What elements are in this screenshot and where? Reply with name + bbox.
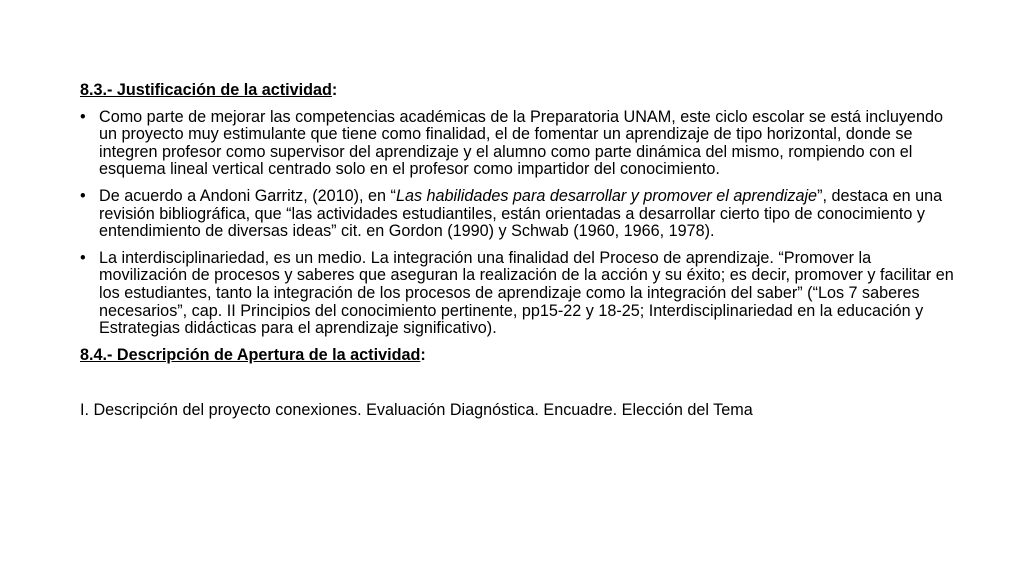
section-heading-apertura-text: 8.4.- Descripción de Apertura de la actividad [80, 345, 421, 364]
slide-content [80, 82, 960, 420]
section-heading-justificacion-colon: : [331, 81, 338, 99]
section-heading-apertura-colon: : [420, 345, 426, 364]
bullet-item-interdisciplinariedad [80, 250, 960, 338]
bullet-text-interdisciplinariedad: La interdisciplinariedad, es un medio. La integración una finalidad del Proceso de aprendizaje. “Promover la movilización de procesos y saberes que aseguran la realización de la acción y su éxito; es decir, promover y facilitar en los estudiantes, tanto la integración de los procesos de aprendizaje como la integración del saber” (“Los 7 saberes necesarios”, cap. II Principios del conocimiento pertinente, pp15-22 y 18-25; Interdisciplinariedad en la educación y Estrategias didácticas para el aprendizaje significativo). [99, 248, 954, 338]
bullet-text-garritz-before: De acuerdo a Andoni Garritz, (2010), en “ [99, 186, 396, 205]
bullet-item-competencias [80, 109, 960, 179]
bullet-item-garritz [80, 188, 960, 241]
section-heading-justificacion [80, 82, 960, 100]
bullet-text-garritz [99, 188, 960, 241]
bullet-marker: • [80, 107, 86, 126]
section-heading-apertura [80, 347, 960, 365]
bullet-text-garritz-italic-title: Las habilidades para desarrollar y promover el aprendizaje [395, 186, 818, 205]
section-heading-justificacion-text: 8.3.- Justificación de la actividad [80, 81, 332, 99]
bullet-marker: • [80, 248, 86, 267]
bullet-text-garritz-after: ”, destaca en una revisión bibliográfica, que “las actividades estudiantiles, están orientadas a desarrollar cierto tipo de conocimiento y entendimiento de diversas ideas” cit. en Gordon (1990) y Schwab (1960, 1966, 1978). [99, 186, 943, 241]
bullet-text-competencias: Como parte de mejorar las competencias académicas de la Preparatoria UNAM, este ciclo escolar se está incluyendo un proyecto muy estimulante que tiene como finalidad, el de fomentar un aprendizaje de tipo horizontal, donde se integren profesor como supervisor del aprendizaje y el alumno como parte dinámica del mismo, rompiendo con el esquema lineal vertical centrado solo en el profesor como impartidor del conocimiento. [99, 107, 943, 179]
bullet-marker: • [80, 186, 86, 205]
closing-line: I. Descripción del proyecto conexiones. Evaluación Diagnóstica. Encuadre. Elección del Tema [80, 401, 753, 420]
